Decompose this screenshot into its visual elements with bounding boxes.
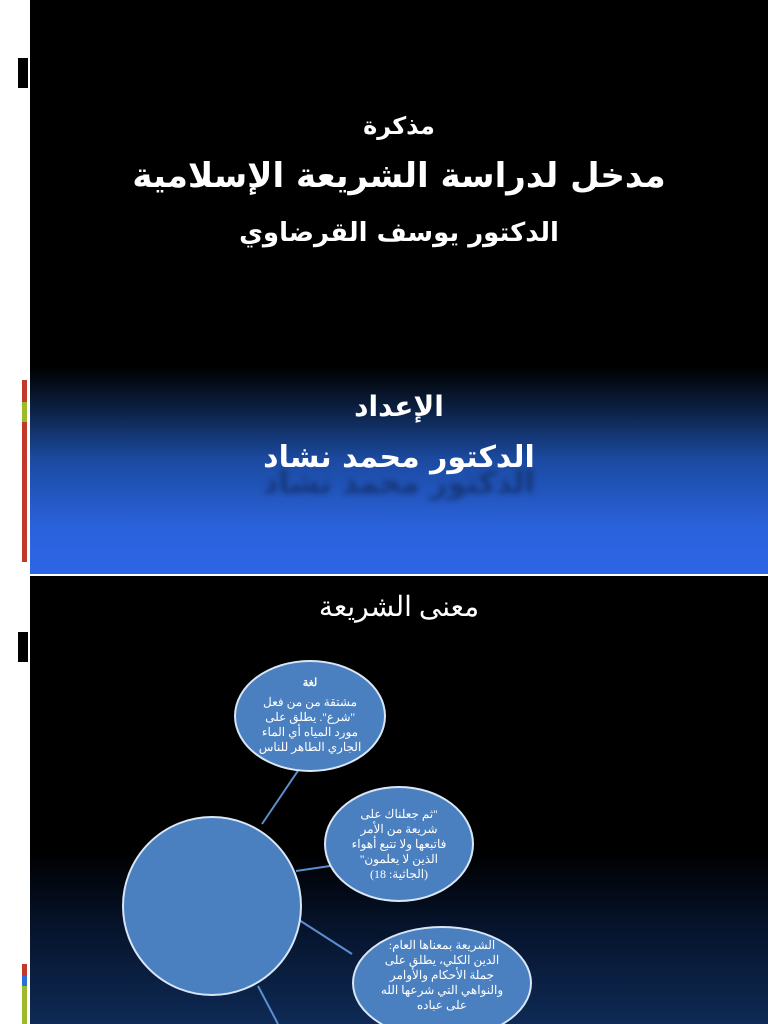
connector-line [258, 986, 278, 1024]
accent-bar-green [22, 402, 27, 422]
node-general-meaning [352, 926, 532, 1024]
node-linguistic [234, 660, 386, 772]
slide-title: مدخل لدراسة الشريعة الإسلامية [132, 156, 666, 196]
label-memo: مذكرة [363, 112, 435, 140]
node-text: مشتقة من من فعل ''شرع''. يطلق على مورد المياه أي الماء الجاري الطاهر للناس [258, 694, 362, 754]
connector-line [296, 866, 330, 871]
slide-title: معنى الشريعة [318, 592, 480, 623]
node-quran-verse [324, 786, 474, 902]
author-name: الدكتور يوسف القرضاوي [239, 218, 559, 248]
node-text: ''ثم جعلناك على شريعة من الأمر فاتبعها ولا تتبع أهواء الذين لا يعلمون'' (الجاثية: 18) [351, 806, 447, 881]
definition-slide [0, 576, 768, 1024]
prepared-label: الإعداد [354, 390, 444, 423]
node-heading: لغة [302, 677, 318, 690]
accent-bar-red-long [22, 422, 27, 562]
preparer-name: الدكتور محمد نشاد [263, 440, 535, 475]
center-concept-circle [122, 816, 302, 996]
node-text: الشريعة بمعناها العام: الدين الكلي، يطلق على جملة الأحكام والأوامر والنواهي التي شرعها الله على عباده [380, 938, 504, 1012]
accent-bar-red [22, 380, 27, 402]
side-marker [18, 58, 28, 88]
connector-line [296, 918, 352, 954]
